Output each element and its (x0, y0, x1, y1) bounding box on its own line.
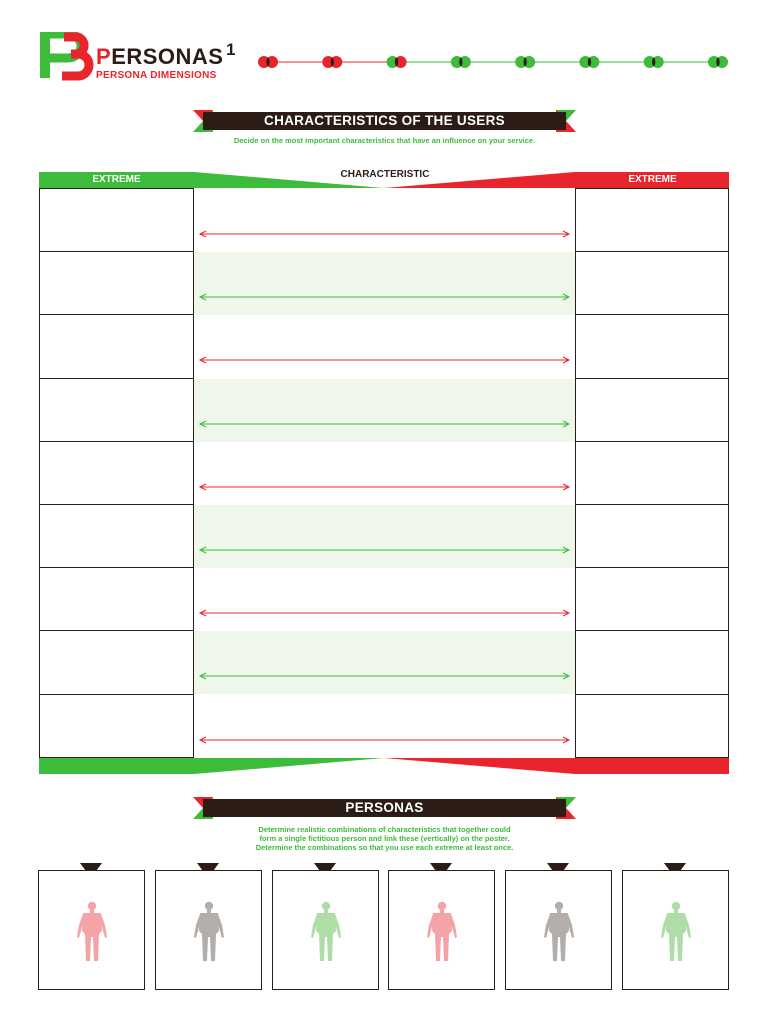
right-extreme-cell[interactable] (575, 251, 729, 315)
characteristic-header: CHARACTERISTIC (340, 169, 430, 180)
human-figure-icon (422, 901, 462, 963)
characteristic-cell[interactable] (193, 505, 576, 568)
characteristic-cell[interactable] (193, 695, 576, 758)
double-arrow-icon (193, 568, 576, 631)
step-dot-icon (515, 56, 535, 68)
left-extreme-cell[interactable] (39, 251, 194, 315)
double-arrow-icon (193, 252, 576, 315)
double-arrow-icon (193, 695, 576, 758)
double-arrow-icon (193, 379, 576, 442)
left-extreme-cell[interactable] (39, 504, 194, 568)
step-progress-track (250, 50, 740, 74)
personas-instruction-line: form a single fictitious person and link these (vertically) on the poster. (259, 834, 510, 843)
personas-title: PERSONAS (345, 800, 424, 815)
left-extreme-cell[interactable] (39, 188, 194, 252)
characteristics-instruction: Decide on the most important characteristics that have an influence on your service. (233, 136, 536, 145)
step-dot-icon (708, 56, 728, 68)
right-extreme-cell[interactable] (575, 630, 729, 694)
right-extreme-cell[interactable] (575, 314, 729, 378)
table-divider (193, 188, 194, 757)
characteristic-cell[interactable] (193, 442, 576, 505)
persona-card[interactable] (622, 870, 729, 990)
step-dot-icon (579, 56, 599, 68)
double-arrow-icon (193, 631, 576, 694)
double-arrow-icon (193, 442, 576, 505)
persona-card[interactable] (272, 870, 379, 990)
double-arrow-icon (193, 315, 576, 378)
left-extreme-cell[interactable] (39, 567, 194, 631)
characteristics-title: CHARACTERISTICS OF THE USERS (264, 113, 505, 128)
human-figure-icon (72, 901, 112, 963)
right-extreme-cell[interactable] (575, 504, 729, 568)
table-footer-ribbon (39, 756, 729, 776)
persona-card[interactable] (388, 870, 495, 990)
characteristic-cell[interactable] (193, 568, 576, 631)
step-number: 1 (226, 40, 236, 59)
step-dot-icon (451, 56, 471, 68)
brand-first-letter: P (96, 44, 112, 69)
characteristic-cell[interactable] (193, 379, 576, 442)
personas-instruction (193, 825, 576, 852)
human-figure-icon (656, 901, 696, 963)
step-dot-icon (644, 56, 664, 68)
right-extreme-cell[interactable] (575, 441, 729, 505)
characteristic-cell[interactable] (193, 189, 576, 252)
persona-card[interactable] (38, 870, 145, 990)
human-figure-icon (539, 901, 579, 963)
p3-logo-icon (38, 32, 98, 82)
left-extreme-header: EXTREME (92, 174, 141, 185)
right-extreme-cell[interactable] (575, 188, 729, 252)
personas-instruction-line: Determine the combinations so that you use each extreme at least once. (255, 843, 514, 852)
personas-instruction-line: Determine realistic combinations of characteristics that together could (258, 825, 511, 834)
left-extreme-cell[interactable] (39, 378, 194, 442)
left-extreme-cell[interactable] (39, 630, 194, 694)
step-dot-icon (387, 56, 407, 68)
characteristic-cell[interactable] (193, 631, 576, 694)
brand-subtitle: PERSONA DIMENSIONS (96, 70, 217, 81)
left-extreme-cell[interactable] (39, 314, 194, 378)
brand-title (96, 46, 223, 68)
characteristic-cell[interactable] (193, 252, 576, 315)
human-figure-icon (189, 901, 229, 963)
human-figure-icon (306, 901, 346, 963)
persona-card[interactable] (505, 870, 612, 990)
table-divider (575, 188, 576, 757)
right-extreme-cell[interactable] (575, 567, 729, 631)
step-dot-icon (322, 56, 342, 68)
brand-rest: ERSONAS (111, 44, 224, 69)
characteristic-cell[interactable] (193, 315, 576, 378)
right-extreme-cell[interactable] (575, 378, 729, 442)
left-extreme-cell[interactable] (39, 441, 194, 505)
double-arrow-icon (193, 189, 576, 252)
double-arrow-icon (193, 505, 576, 568)
left-extreme-cell[interactable] (39, 694, 194, 758)
persona-card[interactable] (155, 870, 262, 990)
right-extreme-header: EXTREME (628, 174, 677, 185)
right-extreme-cell[interactable] (575, 694, 729, 758)
step-dot-icon (258, 56, 278, 68)
